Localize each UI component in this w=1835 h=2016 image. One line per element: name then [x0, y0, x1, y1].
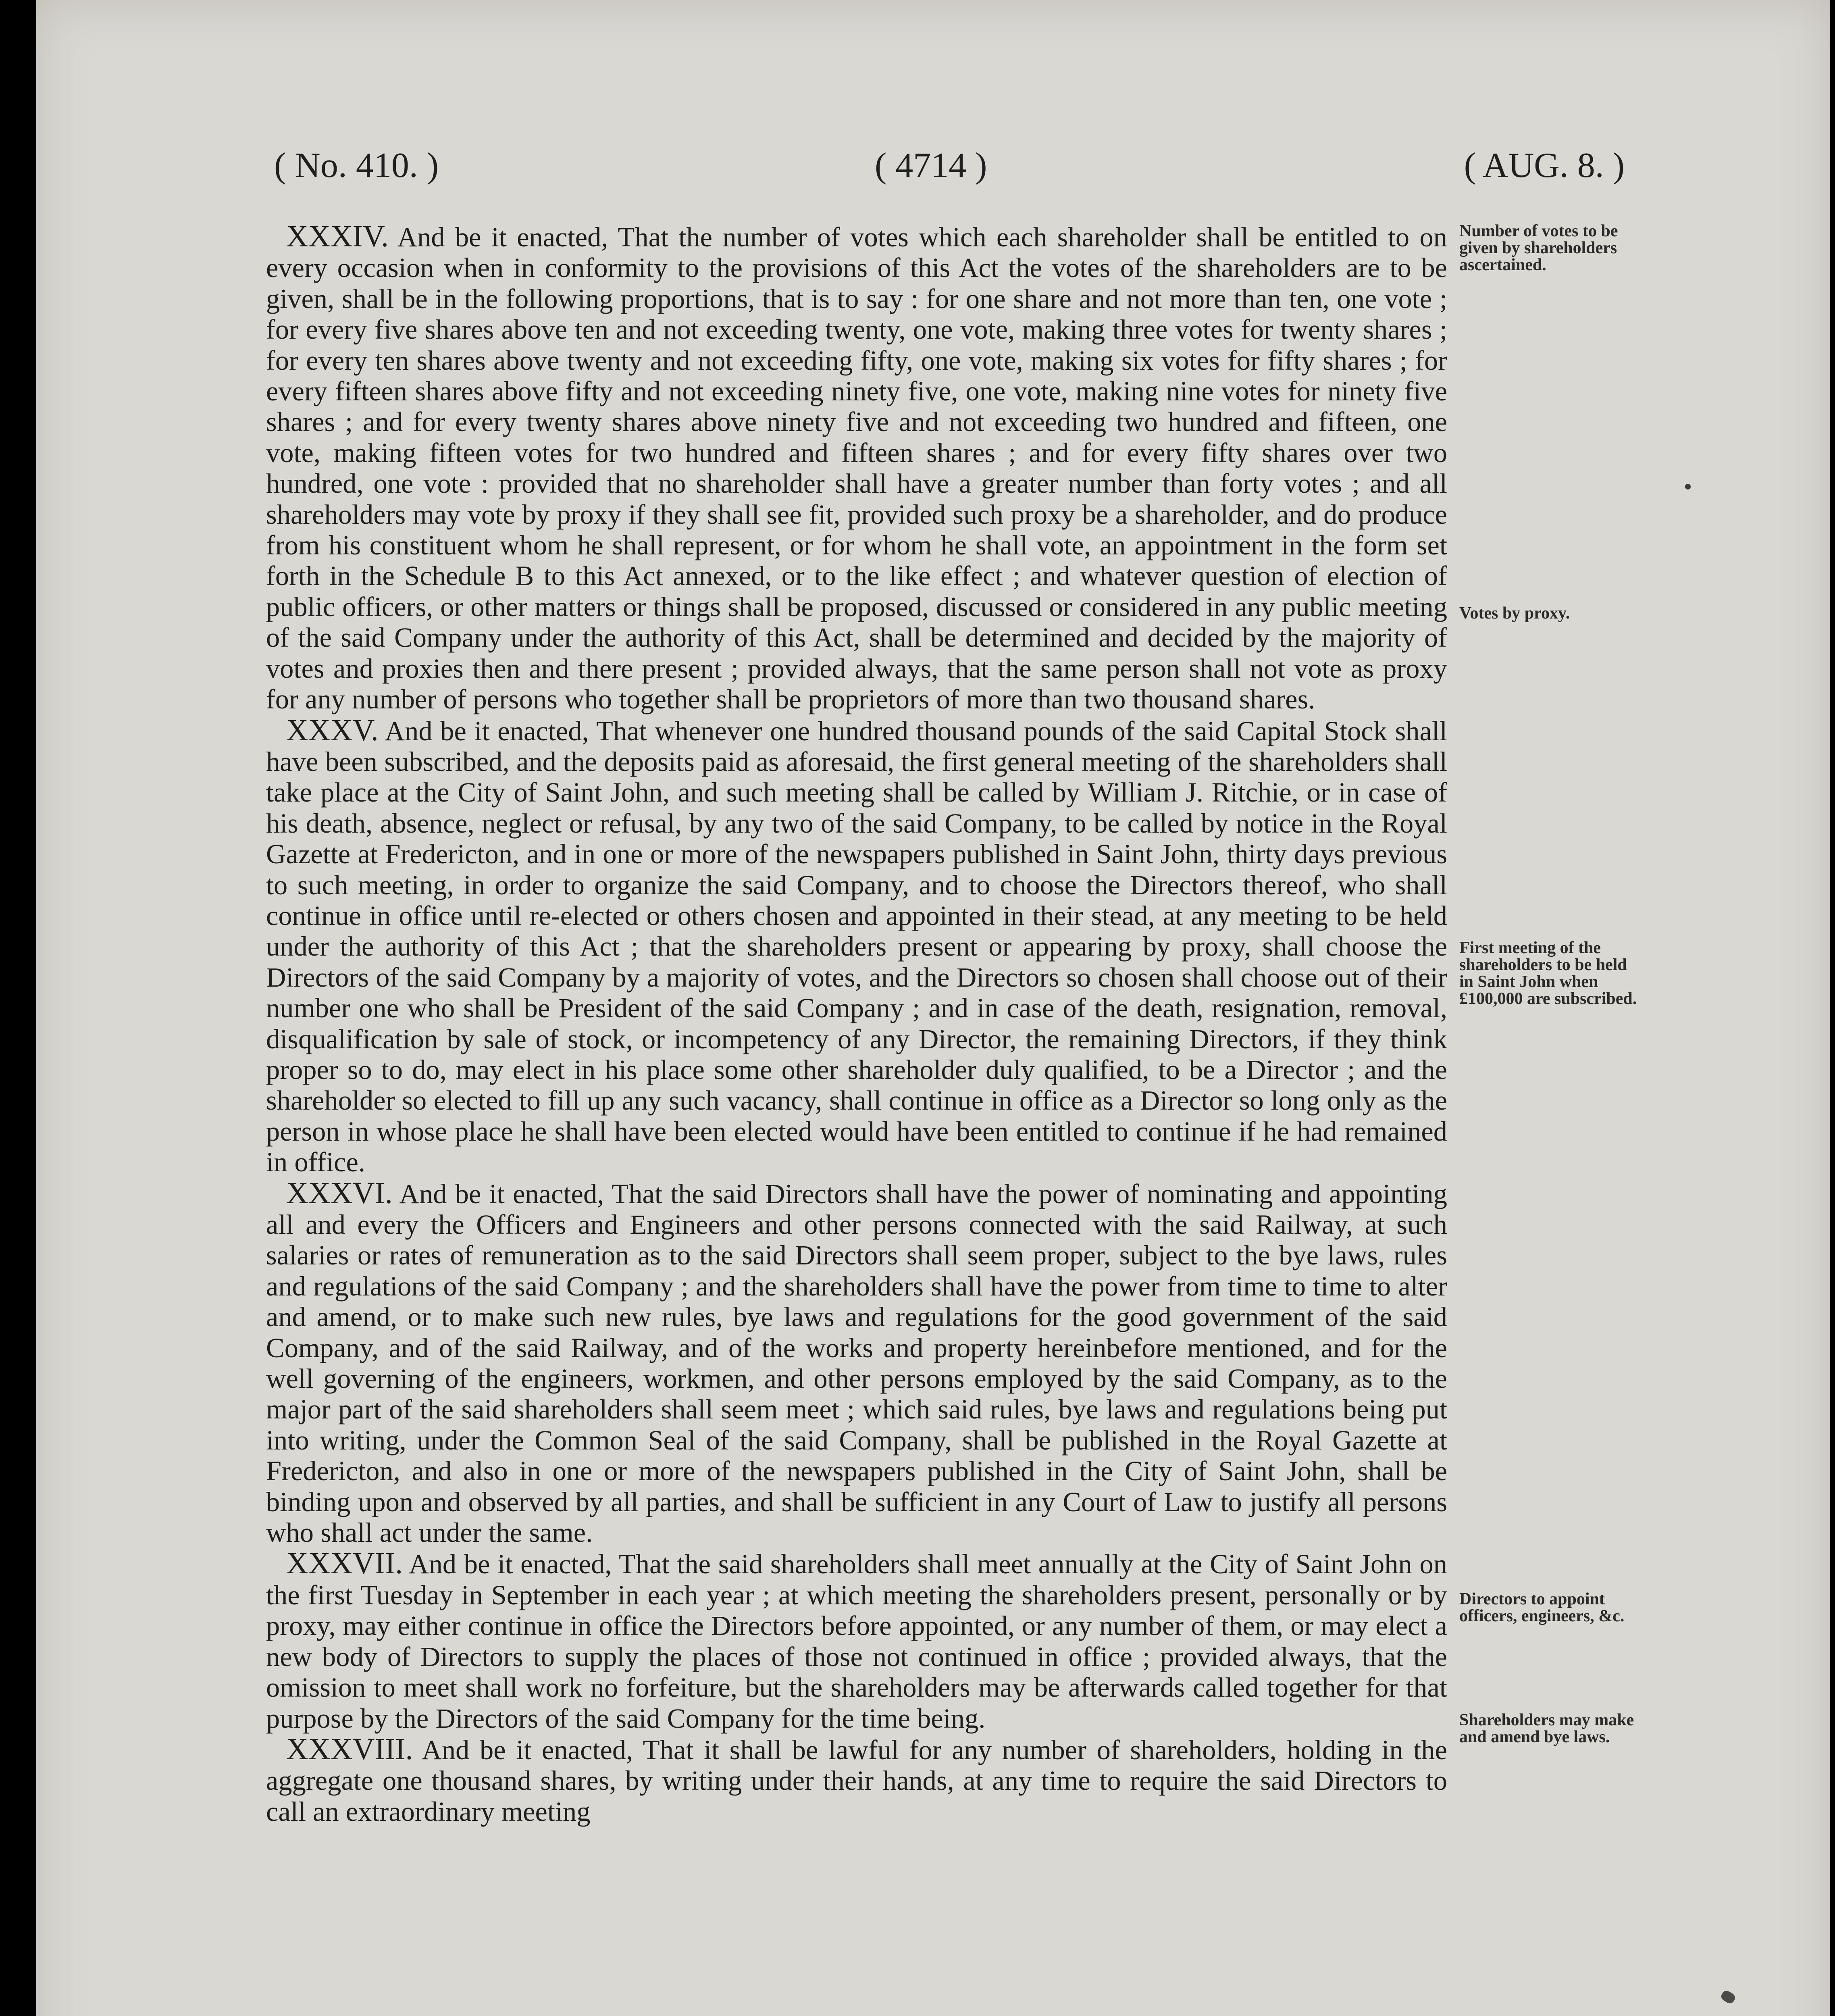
- section-text: And be it enacted, That whenever one hundred thousand pounds of the said Capital Stock shall have been subscribed, and the deposits paid as aforesaid, the first general meeting of the shareholders shall take place at the City of Saint John, and such meeting shall be called by William J. Ritchie, or in case of his death, absence, neglect or refusal, by any two of the said Company, to be called by notice in the Royal Gazette at Fredericton, and in one or more of the newspapers published in Saint John, thirty days previous to such meeting, in order to organize the said Company, and to choose the Directors thereof, who shall continue in office until re-elected or others chosen and appointed in their stead, at any meeting to be held under the authority of this Act ; that the shareholders present or appearing by proxy, shall choose the Directors of the said Company by a majority of votes, and the Directors so chosen shall choose out of their number one who shall be President of the said Company ; and in case of the death, resignation, removal, disqualification by sale of stock, or incompetency of any Director, the remaining Directors, if they think proper so to do, may elect in his place some other shareholder duly qualified, to be a Director ; and the shareholder so elected to fill up any such vacancy, shall continue in office as a Director so long only as the person in whose place he shall have been elected would have been entitled to continue if he had remained in office.: [266, 715, 1447, 1178]
- margin-note: Directors to appoint officers, engineers, &c.: [1459, 1590, 1625, 1625]
- page-number: ( 4714 ): [875, 146, 987, 185]
- page-header: [246, 145, 1625, 194]
- margin-note: Shareholders may make and amend bye laws.: [1459, 1711, 1634, 1746]
- section-paragraph: [266, 1734, 1447, 1827]
- section-number: XXXV.: [286, 713, 379, 747]
- section-paragraph: [266, 1548, 1447, 1733]
- section-text: And be it enacted, That the said Directors shall have the power of nominating and appointing all and every the Officers and Engineers and other persons connected with the said Railway, at such salaries or rates of remuneration as to the said Directors shall seem proper, subject to the bye laws, rules and regulations of the said Company ; and the shareholders shall have the power from time to time to alter and amend, or to make such new rules, bye laws and regulations for the good government of the said Company, and of the said Railway, and of the works and property hereinbefore mentioned, and for the well governing of the engineers, workmen, and other persons employed by the said Company, as to the major part of the said shareholders shall seem meet ; which said rules, bye laws and regulations being put into writing, under the Common Seal of the said Company, shall be published in the Royal Gazette at Fredericton, and also in one or more of the newspapers published in the City of Saint John, shall be binding upon and observed by all parties, and shall be sufficient in any Court of Law to justify all persons who shall act under the same.: [266, 1178, 1447, 1548]
- section-text: And be it enacted, That the number of votes which each shareholder shall be entitled to on every occasion when in conformity to the provisions of this Act the votes of the shareholders are to be given, shall be in the following proportions, that is to say : for one share and not more than ten, one vote ; for every five shares above ten and not exceeding twenty, one vote, making three votes for twenty shares ; for every ten shares above twenty and not exceeding fifty, one vote, making six votes for fifty shares ; for every fifteen shares above fifty and not exceeding ninety five, one vote, making nine votes for ninety five shares ; and for every twenty shares above ninety five and not exceeding two hundred and fifteen, one vote, making fifteen votes for two hundred and fifteen shares ; and for every fifty shares over two hundred, one vote : provided that no shareholder shall have a greater number than forty votes ; and all shareholders may vote by proxy if they shall see fit, provided such proxy be a shareholder, and do produce from his constituent whom he shall represent, or for whom he shall vote, an appointment in the form set forth in the Schedule B to this Act annexed, or to the like effect ; and whatever question of election of public officers, or other matters or things shall be proposed, discussed or considered in any public meeting of the said Company under the authority of this Act, shall be determined and decided by the majority of votes and proxies then and there present ; provided always, that the same person shall not vote as proxy for any number of persons who together shall be proprietors of more than two thousand shares.: [266, 222, 1447, 715]
- page-date: ( AUG. 8. ): [1464, 146, 1625, 185]
- section-text: And be it enacted, That it shall be lawful for any number of shareholders, holding in the aggregate one thousand shares, by writing under their hands, at any time to require the said Directors to call an extraordinary meeting: [266, 1734, 1447, 1827]
- section-paragraph: [266, 221, 1447, 715]
- document-page: [36, 0, 1830, 2016]
- bill-number: ( No. 410. ): [274, 146, 439, 185]
- section-paragraph: [266, 715, 1447, 1178]
- section-paragraph: [266, 1178, 1447, 1548]
- ink-speck: [1685, 484, 1691, 489]
- section-text: And be it enacted, That the said shareholders shall meet annually at the City of Saint John on the first Tuesday in September in each year ; at which meeting the shareholders present, personally or by proxy, may either continue in office the Directors before appointed, or any number of them, or may elect a new body of Directors to supply the places of those not continued in office ; provided always, that the omission to meet shall work no forfeiture, but the shareholders may be afterwards called together for that purpose by the Directors of the said Company for the time being.: [266, 1549, 1447, 1734]
- margin-note: First meeting of the shareholders to be held in Saint John when £100,000 are subscribed.: [1459, 939, 1637, 1008]
- margin-note: Number of votes to be given by shareholders ascertained.: [1459, 222, 1618, 274]
- body-text: [266, 221, 1447, 1827]
- margin-note: Votes by proxy.: [1459, 604, 1570, 623]
- section-number: XXXIV.: [286, 219, 389, 253]
- section-number: XXXVIII.: [286, 1732, 413, 1766]
- section-number: XXXVI.: [286, 1176, 393, 1210]
- ink-speck: [1720, 1989, 1737, 2005]
- section-number: XXXVII.: [286, 1546, 403, 1581]
